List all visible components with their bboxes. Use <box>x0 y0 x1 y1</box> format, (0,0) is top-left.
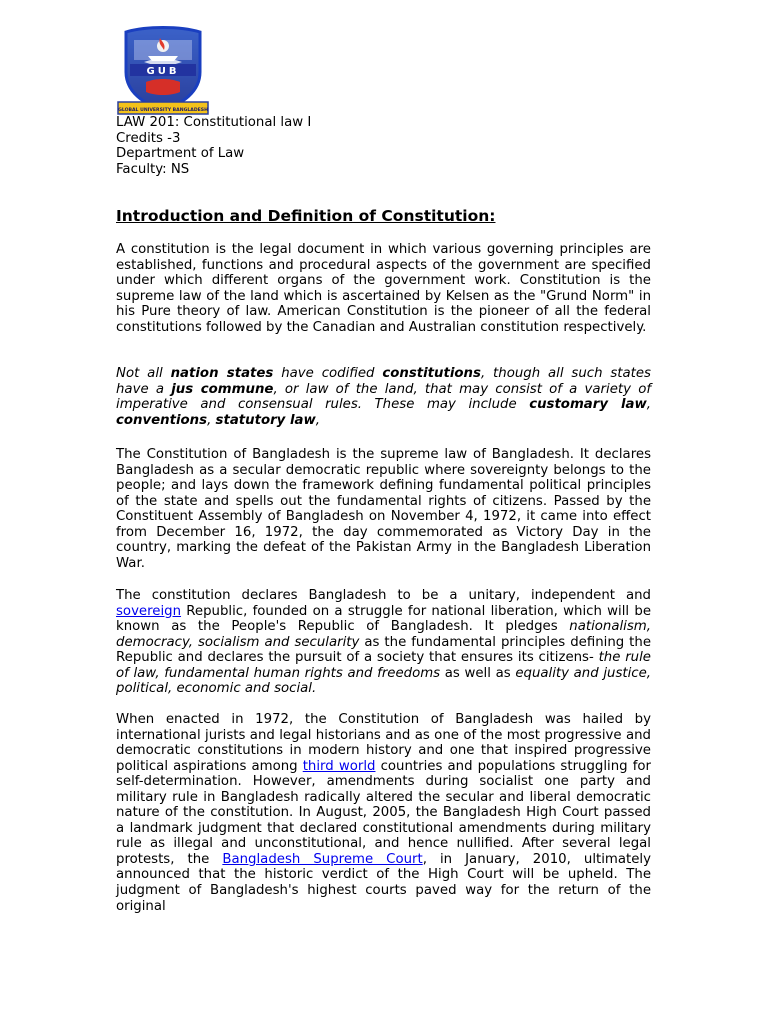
paragraph-principles: The constitution declares Bangladesh to be a unitary, independent and sovereign Republic, founded on a struggle for national liberation, which will be known as the People's Republic of Bangladesh. It pledges nationalism, democracy, socialism and secularity as the fundamental principles defining the Republic and declares the pursuit of a society that ensures its citizens- the rule of law, fundamental human rights and freedoms as well as equality and justice, political, economic and social. <box>116 588 651 697</box>
paragraph-definition: A constitution is the legal document in which various governing principles are established, functions and procedural aspects of the government are specified under which different organs of the government work. Constitution is the supreme law of the land which is ascertained by Kelsen as the "Grund Norm" in his Pure theory of law. American Constitution is the pioneer of all the federal constitutions followed by the Canadian and Australian constitution respectively. <box>116 242 651 335</box>
svg-text:GUB: GUB <box>146 66 180 77</box>
faculty: Faculty: NS <box>116 161 190 177</box>
paragraph-bangladesh-constitution: The Constitution of Bangladesh is the supreme law of Bangladesh. It declares Bangladesh as a secular democratic republic where sovereignty belongs to the people; and lays down the framework defining fundamental political principles of the state and spells out the fundamental rights of citizens. Passed by the Constituent Assembly of Bangladesh on November 4, 1972, it came into effect from December 16, 1972, the day commemorated as Victory Day in the country, marking the defeat of the Pakistan Army in the Bangladesh Liberation War. <box>116 447 651 571</box>
university-logo <box>116 26 210 116</box>
link-third-world[interactable]: third world <box>302 758 376 774</box>
course-header <box>116 115 311 177</box>
svg-text:GLOBAL UNIVERSITY BANGLADESH: GLOBAL UNIVERSITY BANGLADESH <box>118 108 208 113</box>
section-title: Introduction and Definition of Constitution: <box>116 207 496 225</box>
department: Department of Law <box>116 146 245 162</box>
paragraph-codified: Not all nation states have codified constitutions, though all such states have a jus commune, or law of the land, that may consist of a variety of imperative and consensual rules. These may include customary law, conventions, statutory law, <box>116 366 652 428</box>
link-bangladesh-supreme-court[interactable]: Bangladesh Supreme Court <box>222 851 423 867</box>
link-sovereign[interactable]: sovereign <box>116 603 182 619</box>
paragraph-history: When enacted in 1972, the Constitution of Bangladesh was hailed by international jurists and legal historians and as one of the most progressive and democratic constitutions in modern history and one that inspired progressive political aspirations among third world countries and populations struggling for self-determination. However, amendments during socialist one party and military rule in Bangladesh radically altered the secular and liberal democratic nature of the constitution. In August, 2005, the Bangladesh High Court passed a landmark judgment that declared constitutional amendments during military rule as illegal and unconstitutional, and hence nullified. After several legal protests, the Bangladesh Supreme Court, in January, 2010, ultimately announced that the historic verdict of the High Court will be upheld. The judgment of Bangladesh's highest courts paved way for the return of the original <box>116 712 651 914</box>
course-code: LAW 201: Constitutional law I <box>116 115 312 130</box>
course-credits: Credits -3 <box>116 130 181 146</box>
